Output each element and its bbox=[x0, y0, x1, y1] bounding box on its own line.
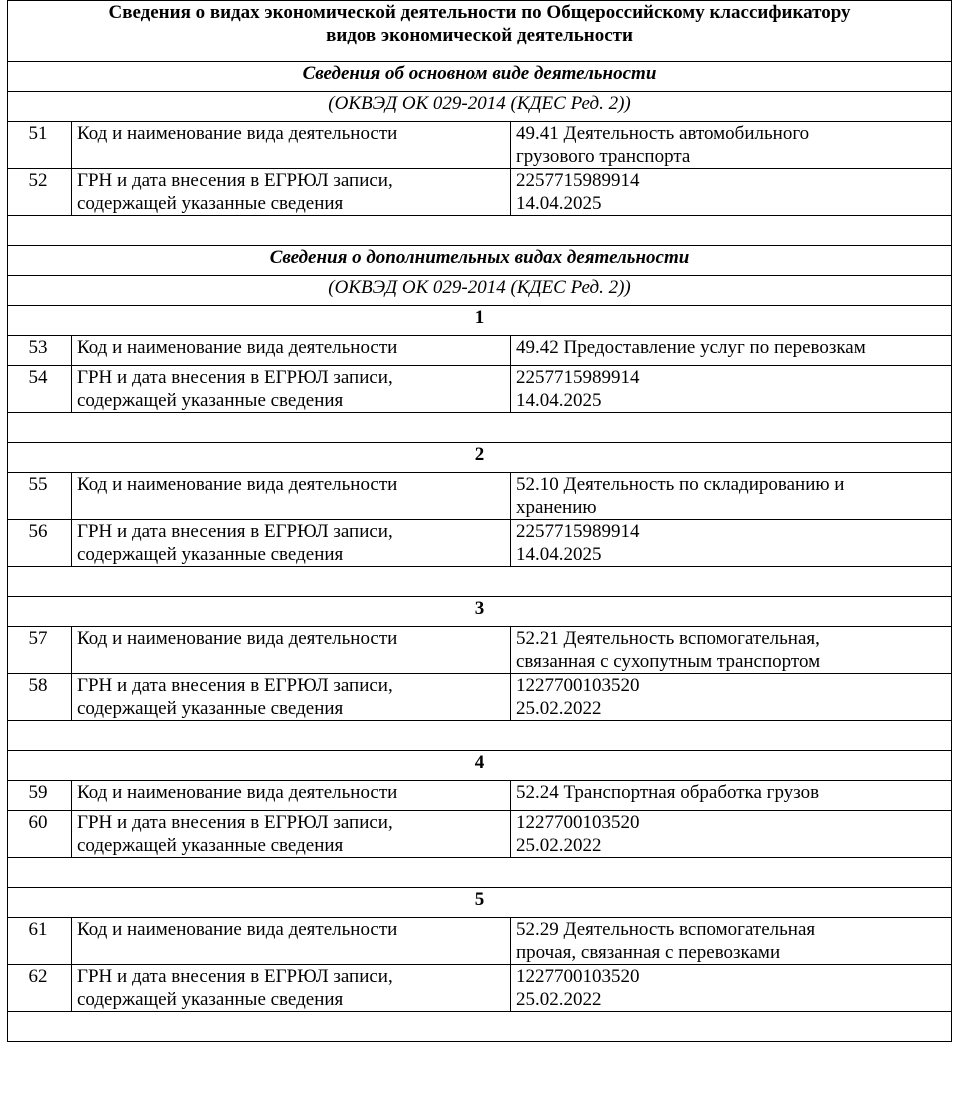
row-label: Код и наименование вида деятельности bbox=[72, 627, 511, 674]
row-label bbox=[72, 965, 511, 1012]
group-index-row bbox=[8, 443, 952, 473]
row-number: 57 bbox=[8, 627, 72, 674]
row-label bbox=[72, 169, 511, 216]
additional-section-title: Сведения о дополнительных видах деятельности bbox=[8, 246, 952, 276]
row-label-line1: ГРН и дата внесения в ЕГРЮЛ записи, bbox=[77, 675, 393, 696]
row-value-line1: 49.41 Деятельность автомобильного bbox=[516, 123, 810, 144]
row-number: 62 bbox=[8, 965, 72, 1012]
table-row bbox=[8, 122, 952, 169]
row-label bbox=[72, 366, 511, 413]
table-row bbox=[8, 781, 952, 811]
okved-table bbox=[7, 0, 952, 1042]
table-row bbox=[8, 627, 952, 674]
row-label-line1: ГРН и дата внесения в ЕГРЮЛ записи, bbox=[77, 367, 393, 388]
table-header-row bbox=[8, 1, 952, 62]
spacer-row bbox=[8, 413, 952, 443]
row-value-line1: 52.29 Деятельность вспомогательная bbox=[516, 919, 816, 940]
row-value bbox=[511, 918, 952, 965]
row-number: 60 bbox=[8, 811, 72, 858]
row-label-line1: ГРН и дата внесения в ЕГРЮЛ записи, bbox=[77, 966, 393, 987]
row-value-line2: 25.02.2022 bbox=[516, 989, 602, 1010]
row-label: Код и наименование вида деятельности bbox=[72, 918, 511, 965]
group-index-row bbox=[8, 597, 952, 627]
row-label-line1: ГРН и дата внесения в ЕГРЮЛ записи, bbox=[77, 521, 393, 542]
row-label: Код и наименование вида деятельности bbox=[72, 781, 511, 811]
row-value bbox=[511, 520, 952, 567]
row-value-line2: прочая, связанная с перевозками bbox=[516, 942, 781, 963]
row-number: 52 bbox=[8, 169, 72, 216]
group-index: 4 bbox=[8, 751, 952, 781]
row-label-line2: содержащей указанные сведения bbox=[77, 193, 344, 214]
group-index: 2 bbox=[8, 443, 952, 473]
row-value bbox=[511, 674, 952, 721]
row-value bbox=[511, 811, 952, 858]
spacer-row bbox=[8, 216, 952, 246]
main-section-title: Сведения об основном виде деятельности bbox=[8, 62, 952, 92]
row-value bbox=[511, 336, 952, 366]
table-row bbox=[8, 336, 952, 366]
group-index: 1 bbox=[8, 306, 952, 336]
row-value-line1: 1227700103520 bbox=[516, 812, 640, 833]
row-value bbox=[511, 122, 952, 169]
main-classifier: (ОКВЭД ОК 029-2014 (КДЕС Ред. 2)) bbox=[8, 92, 952, 122]
row-value-line1: 1227700103520 bbox=[516, 675, 640, 696]
table-row bbox=[8, 811, 952, 858]
row-value-line1: 2257715989914 bbox=[516, 367, 640, 388]
table-title-line1: Сведения о видах экономической деятельности по Общероссийскому классификатору bbox=[108, 2, 851, 23]
row-label-line1: ГРН и дата внесения в ЕГРЮЛ записи, bbox=[77, 812, 393, 833]
row-value-line1: 2257715989914 bbox=[516, 170, 640, 191]
table-row bbox=[8, 918, 952, 965]
spacer-row bbox=[8, 721, 952, 751]
row-value-line2: 14.04.2025 bbox=[516, 390, 602, 411]
row-label bbox=[72, 811, 511, 858]
row-number: 55 bbox=[8, 473, 72, 520]
row-value-line1: 52.24 Транспортная обработка грузов bbox=[516, 782, 820, 803]
row-number: 58 bbox=[8, 674, 72, 721]
group-index: 3 bbox=[8, 597, 952, 627]
row-label: Код и наименование вида деятельности bbox=[72, 336, 511, 366]
row-label-line2: содержащей указанные сведения bbox=[77, 835, 344, 856]
table-row bbox=[8, 965, 952, 1012]
spacer-row bbox=[8, 858, 952, 888]
row-value-line1: 49.42 Предоставление услуг по перевозкам bbox=[516, 337, 866, 358]
row-value-line1: 52.10 Деятельность по складированию и bbox=[516, 474, 845, 495]
row-number: 54 bbox=[8, 366, 72, 413]
row-label-line2: содержащей указанные сведения bbox=[77, 390, 344, 411]
row-value-line2: 25.02.2022 bbox=[516, 835, 602, 856]
row-number: 51 bbox=[8, 122, 72, 169]
row-value bbox=[511, 366, 952, 413]
group-index-row bbox=[8, 306, 952, 336]
row-label bbox=[72, 520, 511, 567]
row-value-line2: 14.04.2025 bbox=[516, 193, 602, 214]
row-value bbox=[511, 781, 952, 811]
additional-classifier-row bbox=[8, 276, 952, 306]
additional-section-row bbox=[8, 246, 952, 276]
main-section-row bbox=[8, 62, 952, 92]
row-value-line2: 25.02.2022 bbox=[516, 698, 602, 719]
row-value-line1: 52.21 Деятельность вспомогательная, bbox=[516, 628, 820, 649]
table-row bbox=[8, 520, 952, 567]
row-value-line1: 2257715989914 bbox=[516, 521, 640, 542]
row-value bbox=[511, 169, 952, 216]
row-label: Код и наименование вида деятельности bbox=[72, 122, 511, 169]
row-label-line2: содержащей указанные сведения bbox=[77, 544, 344, 565]
table-row bbox=[8, 473, 952, 520]
group-index-row bbox=[8, 751, 952, 781]
row-value-line2: 14.04.2025 bbox=[516, 544, 602, 565]
spacer-row bbox=[8, 567, 952, 597]
row-number: 61 bbox=[8, 918, 72, 965]
row-value-line1: 1227700103520 bbox=[516, 966, 640, 987]
row-value-line2: грузового транспорта bbox=[516, 146, 691, 167]
row-value bbox=[511, 965, 952, 1012]
row-value-line2: связанная с сухопутным транспортом bbox=[516, 651, 821, 672]
row-number: 56 bbox=[8, 520, 72, 567]
row-label: Код и наименование вида деятельности bbox=[72, 473, 511, 520]
table-row bbox=[8, 169, 952, 216]
spacer-row bbox=[8, 1012, 952, 1042]
row-value bbox=[511, 473, 952, 520]
main-classifier-row bbox=[8, 92, 952, 122]
row-label-line2: содержащей указанные сведения bbox=[77, 698, 344, 719]
table-title bbox=[8, 1, 952, 62]
row-label-line2: содержащей указанные сведения bbox=[77, 989, 344, 1010]
group-index: 5 bbox=[8, 888, 952, 918]
group-index-row bbox=[8, 888, 952, 918]
row-number: 59 bbox=[8, 781, 72, 811]
additional-classifier: (ОКВЭД ОК 029-2014 (КДЕС Ред. 2)) bbox=[8, 276, 952, 306]
row-value bbox=[511, 627, 952, 674]
row-label bbox=[72, 674, 511, 721]
table-row bbox=[8, 674, 952, 721]
table-row bbox=[8, 366, 952, 413]
row-value-line2: хранению bbox=[516, 497, 597, 518]
row-label-line1: ГРН и дата внесения в ЕГРЮЛ записи, bbox=[77, 170, 393, 191]
row-number: 53 bbox=[8, 336, 72, 366]
table-title-line2: видов экономической деятельности bbox=[326, 25, 633, 46]
